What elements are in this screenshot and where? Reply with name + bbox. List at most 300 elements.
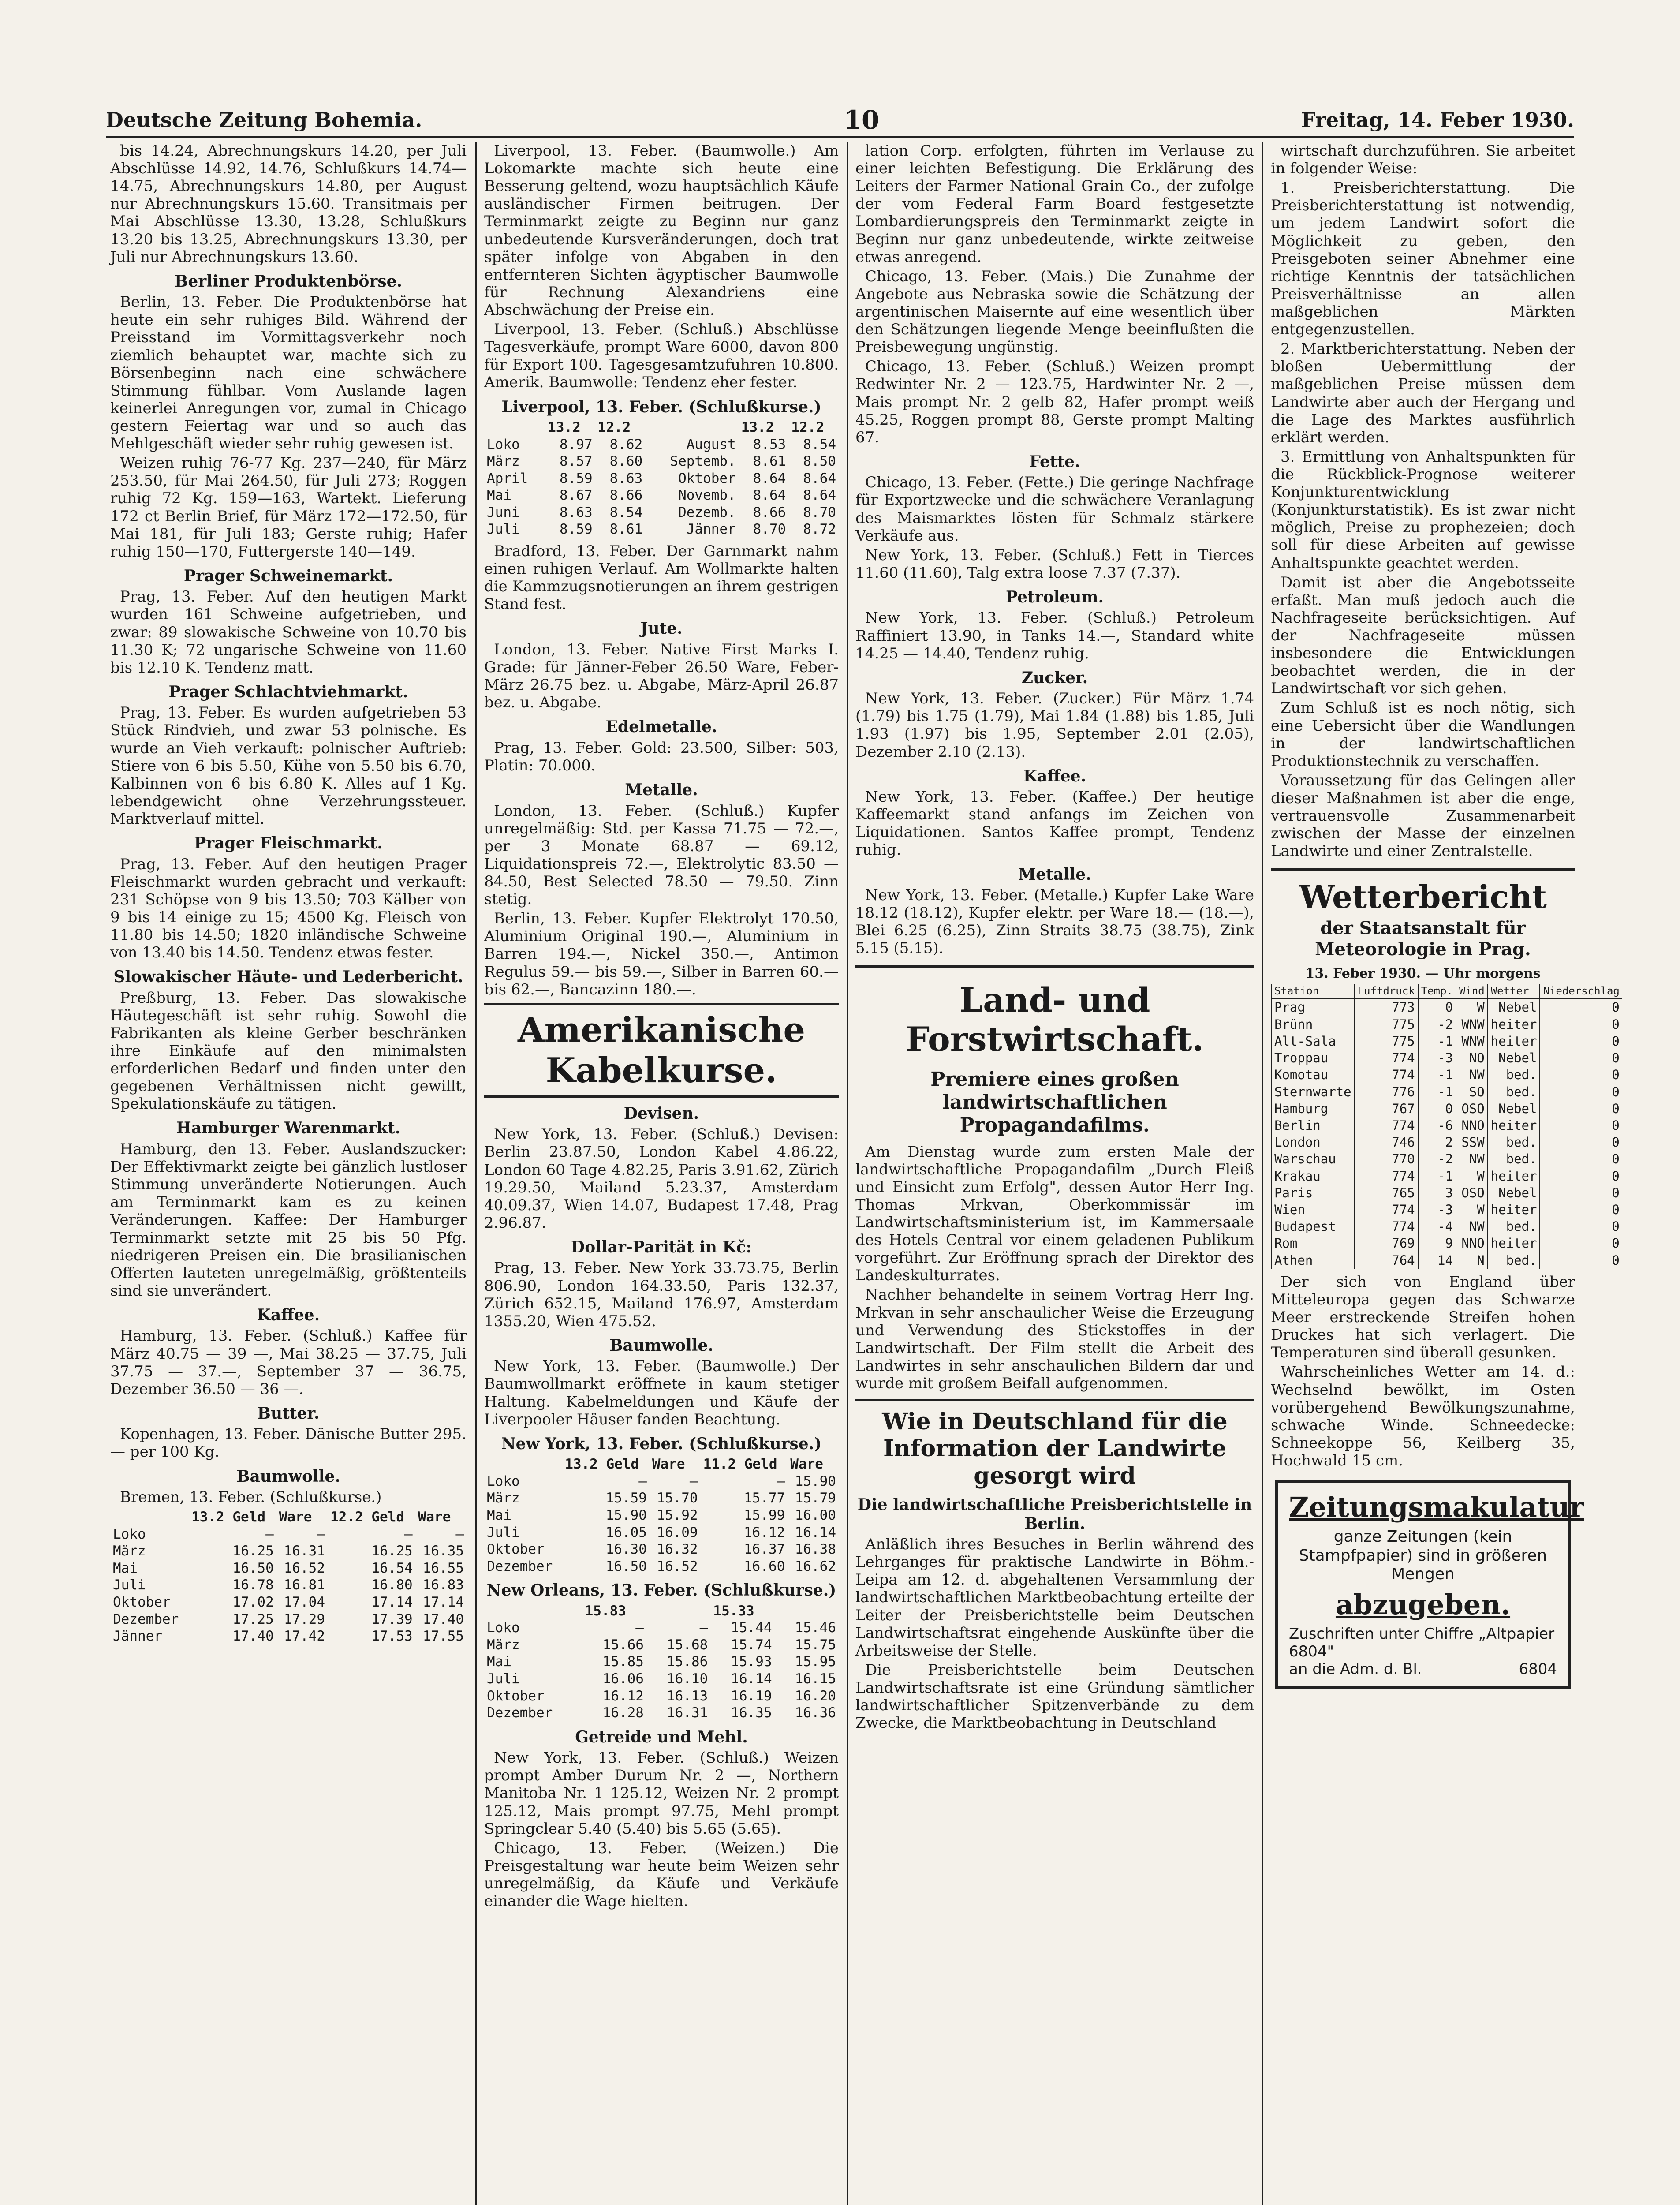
table-header-cell: Niederschlag [1540,984,1622,998]
table-cell: 16.80 [371,1577,413,1593]
table-cell: Loko [487,436,520,452]
section-heading: Getreide und Mehl. [575,1727,748,1746]
table-row [110,1577,467,1594]
table-cell: Wien [1271,1201,1355,1218]
table-cell: 16.35 [422,1543,464,1559]
agriculture-title: Land- und Forstwirtschaft. [906,980,1204,1059]
newyork-cotton-table [484,1456,839,1575]
table-row [1271,1168,1622,1185]
section-heading: Devisen. [623,1104,699,1123]
column-2 [484,142,839,2205]
table-row [484,1524,839,1541]
table-cell: — [699,1620,708,1636]
table-cell: 9 [1418,1235,1456,1252]
table-cell: London [1271,1134,1355,1151]
table-cell: Nebel [1488,1100,1540,1117]
article-text: Chicago, 13. Feber. (Schluß.) Weizen prompt Redwinter Nr. 2 — 123.75, Hardwinter Nr. 2 —, Mais prompt Nr. 2 gelb 82, Hafer prompt weiß 45.25, Roggen prompt 88, Gerste prompt Malting 67. [855,358,1254,446]
table-cell: 8.72 [803,521,836,538]
table-cell: 17.39 [371,1611,413,1627]
article-text: Damit ist aber die Angebotsseite erfaßt. Man muß jedoch auch die Nachfrageseite berücksichtigen. Auf der Nachfrageseite müssen insbesondere die Entwicklungen beobachtet werden, die in der Landwirtschaft vor sich gehen. [1271,573,1575,698]
table-header-row [484,1456,839,1473]
table-header-cell: Ware [652,1456,685,1472]
table-cell: 17.04 [284,1594,325,1610]
table-cell: -2 [1418,1151,1456,1167]
table-cell: 8.70 [803,504,836,520]
article-text: Weizen ruhig 76-77 Kg. 237—240, für März 253.50, für Mai 264.50, für Juli 273; Roggen ruhig 72 Kg. 159—163, Wartekt. Lieferung 172 ct Berlin Brief, für März 172—172.50, für Mai 181, für Juli 183; Gerste ruhig; Hafer ruhig 150—170, Futtergerste 140—149. [110,454,467,561]
article-text: 3. Ermittlung von Anhaltspunkten für die Rückblick-Prognose weiterer Konjunkturentwicklung (Konjunkturstatistik). Es ist zwar nicht möglich, Preise zu prophezeien; doch soll für diese Arbeiten auf gewisse Anhaltspunkte geachtet werden. [1271,448,1575,572]
section-heading: Dollar-Parität in Kč: [571,1237,752,1256]
table-cell: 0 [1540,998,1622,1016]
info-subtitle: Die landwirtschaftliche Preisberichtstelle in Berlin. [857,1495,1252,1533]
table-row [1271,1235,1622,1252]
table-row [110,1526,467,1543]
table-cell: 2 [1418,1134,1456,1151]
page-header [106,106,1574,134]
table-cell: 16.20 [795,1688,836,1704]
table-cell: — [689,1473,698,1489]
table-cell: 17.40 [232,1628,274,1644]
weather-subtitle: der Staatsanstalt für Meteorologie in Prag. [1315,918,1531,960]
table-cell: Berlin [1271,1117,1355,1134]
table-cell: 765 [1355,1185,1418,1201]
table-row [110,1560,467,1577]
section-heading: Edelmetalle. [605,718,717,736]
table-header-cell [645,419,738,436]
article-text: London, 13. Feber. Native First Marks I. Grade: für Jänner-Feber 26.50 Ware, Feber-März 26.75 bez. u. Abgabe, März-April 26.87 bez. u. Abgabe. [484,640,839,712]
table-row [484,1541,839,1558]
table-cell: 0 [1540,1151,1622,1167]
article-text: Wahrscheinliches Wetter am 14. d.: Wechselnd bewölkt, im Osten vorübergehend Bewölkungszunahme, schwache Winde. Schneedecke: Schneekoppe 56, Keilberg 35, Hochwald 15 cm. [1271,1363,1575,1469]
table-header-cell: Station [1271,984,1355,998]
table-header-cell [484,1603,582,1620]
ad-action: abzugeben. [1335,1588,1511,1621]
table-cell: Hamburg [1271,1100,1355,1117]
ad-contact: Zuschriften unter Chiffre „Altpapier 6804" [1289,1625,1555,1660]
table-row [1271,1185,1622,1201]
table-cell: Juli [487,521,520,538]
table-cell: 15.99 [743,1507,785,1523]
table-cell: -3 [1418,1201,1456,1218]
table-cell: März [487,453,520,470]
table-cell: 17.55 [422,1628,464,1644]
table-cell: 15.90 [795,1473,836,1489]
table-row [484,470,839,487]
table-cell: heiter [1488,1235,1540,1252]
article-text: New York, 13. Feber. (Zucker.) Für März 1.74 (1.79) bis 1.75 (1.79), Mai 1.84 (1.88) bis 1.85, Juli 1.93 (1.97) bis 1.95, September 2.01 (2.05), Dezember 2.10 (2.13). [855,690,1254,761]
article-text: wirtschaft durchzuführen. Sie arbeitet in folgender Weise: [1271,142,1575,178]
article-text: London, 13. Feber. (Schluß.) Kupfer unregelmäßig: Std. per Kassa 71.75 — 72.—, per 3 Monate 68.87 — 69.12, Liquidationspreis 72.—, Elektrolytic 83.50 — 84.50, Best Selected 78.50 — 79.50. Zinn stetig. [484,802,839,908]
table-cell: 17.53 [371,1628,413,1644]
table-cell: 16.78 [232,1577,274,1593]
table-cell: März [487,1637,520,1653]
table-cell: 16.52 [657,1558,698,1574]
table-header-cell: 12.2 Geld [330,1509,404,1525]
ad-footer [1289,1660,1557,1678]
article-text: Voraussetzung für das Gelingen aller dieser Maßnahmen ist aber die enge, vertrauensvolle Zusammenarbeit zwischen der Masse der einzelnen Landwirte und einer Zentralstelle. [1271,771,1575,860]
article-text: Liverpool, 13. Feber. (Baumwolle.) Am Lokomarkte machte sich heute eine Besserung geltend, wozu hauptsächlich Käufe ausländischer Firmen beitrugen. Der Terminmarkt zeigte zu Beginn nur ganz unbedeutende Kursveränderungen, doch trat später infolge von Abgaben in den entfernteren Sichten ägyptischer Baumwolle für Rechnung Alexandriens eine Abschwächung der Preise ein. [484,142,839,319]
table-row [1271,1016,1622,1033]
table-cell: 16.54 [371,1560,413,1576]
table-header-cell [484,1456,562,1473]
table-cell: 774 [1355,1117,1418,1134]
header-rule [106,136,1574,138]
table-header-cell: Temp. [1418,984,1456,998]
table-row [484,487,839,504]
table-cell: 15.68 [666,1637,708,1653]
table-cell: 15.79 [795,1490,836,1506]
weather-date: 13. Feber 1930. — Uhr morgens [1305,965,1541,981]
table-cell: bed. [1488,1252,1540,1269]
ad-text: ganze Zeitungen (kein Stampfpapier) sind in größeren Mengen [1299,1528,1547,1584]
table-row [1271,1033,1622,1050]
table-cell: 8.57 [560,453,593,470]
table-cell: 0 [1540,1084,1622,1100]
table-cell: 15.85 [602,1654,644,1670]
table-cell: 0 [1540,1235,1622,1252]
table-cell: 764 [1355,1252,1418,1269]
column-rule [475,142,477,2205]
article-text: Hamburg, den 13. Feber. Auslandszucker: Der Effektivmarkt zeigte bei gänzlich lustloser Stimmung unveränderte Notierungen. Auch am Terminmarkt kam es zu keinen Veränderungen. Kaffee: Der Hamburger Terminmarkt setzte mit 25 bis 50 Pfg. niedrigeren Preisen ein. Die brasilianischen Offerten lauteten unregelmäßig, größtenteils sind sie unverändert. [110,1140,467,1300]
table-cell: 8.63 [560,504,593,520]
table-title: New York, 13. Feber. (Schlußkurse.) [501,1434,822,1453]
table-cell: 8.70 [753,521,786,538]
table-cell: 16.55 [422,1560,464,1576]
table-cell: Komotau [1271,1066,1355,1083]
table-cell: 8.97 [560,436,593,452]
table-row [1271,1050,1622,1066]
table-cell: — [635,1620,644,1636]
ad-address: an die Adm. d. Bl. [1289,1660,1422,1678]
table-title: Liverpool, 13. Feber. (Schlußkurse.) [501,397,821,416]
table-cell: 16.60 [743,1558,785,1574]
section-heading: Metalle. [1018,865,1091,884]
table-cell: 0 [1540,1218,1622,1235]
section-heading: Baumwolle. [609,1336,713,1355]
table-cell: W [1456,1168,1488,1185]
table-cell: Septemb. [670,453,736,470]
table-cell: 3 [1418,1185,1456,1201]
article-text: Bradford, 13. Feber. Der Garnmarkt nahm einen ruhigen Verlauf. Am Wollmarkte halten die Kammzugsnotierungen an ihrem gestrigen Stand fest. [484,542,839,613]
table-cell: 8.50 [803,453,836,470]
table-row [1271,1134,1622,1151]
table-cell: NW [1456,1151,1488,1167]
american-cable-rates-title: Amerikanische Kabelkurse. [484,1003,839,1098]
table-cell: 0 [1540,1100,1622,1117]
issue-date: Freitag, 14. Feber 1930. [1301,108,1574,132]
table-title: New Orleans, 13. Feber. (Schlußkurse.) [486,1581,836,1600]
table-cell: 17.25 [232,1611,274,1627]
table-cell: 15.59 [605,1490,647,1506]
article-text: New York, 13. Feber. (Schluß.) Petroleum Raffiniert 13.90, in Tanks 14.—, Standard white 14.25 — 14.40, Tendenz ruhig. [855,609,1254,662]
table-cell: 16.15 [795,1671,836,1687]
table-header-cell: 13.2 [548,419,581,435]
table-row [484,1619,839,1637]
article-text: Am Dienstag wurde zum ersten Male der landwirtschaftliche Propagandafilm „Durch Fleiß und Einsicht zum Erfolg", dessen Autor Herr Ing. Thomas Mrkvan, Oberkommissär im Landwirtschaftsministerium ist, im Kammersaale des Hotels Central vor einem geladenen Publikum vorgeführt. Zur Eröffnung sprach der Direktor des Landeskulturrates. [855,1143,1254,1285]
table-cell: 8.60 [609,453,643,470]
section-heading: Berliner Produktenbörse. [174,272,403,291]
article-text: Preßburg, 13. Feber. Das slowakische Häutegeschäft ist sehr ruhig. Sowohl die Fabrikanten als kleine Gerber beschränken ihre Einkäufe auf den minimalsten erforderlichen Bedarf und finden unter den gegebenen Verhältnissen nicht gewillt, Spekulationskäufe zu tätigen. [110,989,467,1113]
table-cell: 774 [1355,1218,1418,1235]
table-cell: 16.50 [232,1560,274,1576]
table-row [484,453,839,470]
liverpool-table [484,419,839,538]
table-cell: 8.64 [803,487,836,504]
table-row [1271,1151,1622,1167]
table-cell: 16.09 [657,1524,698,1540]
article-text: Prag, 13. Feber. Auf den heutigen Markt wurden 161 Schweine aufgetrieben, und zwar: 89 slowakische Schweine von 10.70 bis 11.30 K; 72 ungarische Schweine von 11.60 bis 12.10 K. Tendenz matt. [110,588,467,676]
table-cell: 8.54 [609,504,643,520]
table-header-cell [775,1603,839,1620]
table-cell: Nebel [1488,1050,1540,1066]
table-cell: bed. [1488,1134,1540,1151]
neworleans-cotton-table [484,1603,839,1722]
table-cell: 8.61 [609,521,643,538]
table-cell: 16.10 [666,1671,708,1687]
table-cell: 16.25 [371,1543,413,1559]
table-cell: Warschau [1271,1151,1355,1167]
table-cell: heiter [1488,1033,1540,1050]
section-heading: Petroleum. [1006,587,1104,606]
table-row [484,1653,839,1671]
article-text: Nachher behandelte in seinem Vortrag Herr Ing. Mrkvan in sehr anschaulicher Weise die Erzeugung und Verwendung des Stickstoffes in der Landwirtschaft. Der Film stellt die Arbeit des Landwirtes in sehr anschaulichen Bildern dar und wurde mit großem Beifall aufgenommen. [855,1286,1254,1392]
section-heading: Prager Schlachtviehmarkt. [168,682,408,701]
table-cell: 774 [1355,1050,1418,1066]
table-row [484,1490,839,1507]
table-cell: 15.66 [602,1637,644,1653]
table-cell: — [777,1473,785,1489]
table-cell: 774 [1355,1066,1418,1083]
article-text: Prag, 13. Feber. Gold: 23.500, Silber: 503, Platin: 70.000. [484,739,839,774]
table-cell: 15.44 [731,1620,772,1636]
table-cell: 8.54 [803,436,836,452]
table-cell: 16.31 [666,1705,708,1721]
table-cell: Juli [113,1577,146,1593]
table-cell: 16.81 [284,1577,325,1593]
table-header-cell [484,419,545,436]
table-cell: 16.25 [232,1543,274,1559]
table-cell: 0 [1418,1100,1456,1117]
table-cell: NNO [1456,1235,1488,1252]
section-heading: Kaffee. [257,1305,320,1324]
table-cell: 15.90 [605,1507,647,1523]
table-cell: Dezember [113,1611,179,1627]
section-heading: Kaffee. [1023,766,1086,785]
table-cell: 775 [1355,1016,1418,1033]
table-cell: heiter [1488,1168,1540,1185]
table-cell: 776 [1355,1084,1418,1100]
table-cell: 8.64 [753,487,786,504]
section-rule [855,965,1254,968]
table-cell: WNW [1456,1033,1488,1050]
table-cell: Alt-Sala [1271,1033,1355,1050]
column-1 [110,142,467,2205]
article-text: Prag, 13. Feber. Auf den heutigen Prager Fleischmarkt wurden gebracht und verkauft: 231 Schöpse von 9 bis 13.50; 703 Kälber von 9 bis 14 einige zu 15; 4500 Kg. Fleisch von 11.80 bis 14.50; 1820 inländische Schweine von 13.40 bis 14.50. Tendenz etwas fester. [110,855,467,962]
table-header-cell: 13.2 [741,419,774,435]
table-cell: bed. [1488,1084,1540,1100]
article-text: Chicago, 13. Feber. (Fette.) Die geringe Nachfrage für Exportzwecke und die schwächere Veranlagung des Maismarktes lösten für Schmalz stärkere Verkäufe aus. [855,474,1254,545]
table-cell: 16.13 [666,1688,708,1704]
table-cell: -1 [1418,1168,1456,1185]
table-row [110,1543,467,1560]
article-text: bis 14.24, Abrechnungskurs 14.20, per Juli Abschlüsse 14.92, 14.76, Schlußkurs 14.74—14.75, Abrechnungskurs 14.80, per August nur Abrechnungskurs 15.60. Transitmais per Mai Abschlüsse 13.30, 13.28, Schlußkurs 13.20 bis 13.25, Abrechnungskurs 13.30, per Juli nur Abrechnungskurs 13.60. [110,142,467,266]
table-cell: -2 [1418,1016,1456,1033]
section-heading: Fette. [1029,452,1080,471]
table-header-cell: 15.33 [713,1603,754,1619]
table-cell: 0 [1540,1168,1622,1185]
table-cell: Sternwarte [1271,1084,1355,1100]
article-text: Chicago, 13. Feber. (Weizen.) Die Preisgestaltung war heute beim Weizen sehr unregelmäßig, da Käufe und Verkäufe einander die Wage hielten. [484,1839,839,1910]
table-cell: 8.63 [609,470,643,486]
table-cell: 0 [1540,1033,1622,1050]
table-cell: heiter [1488,1201,1540,1218]
table-cell: 8.64 [753,470,786,486]
table-header-cell: 13.2 Geld [191,1509,266,1525]
table-cell: 15.95 [795,1654,836,1670]
table-cell: Oktober [678,470,736,486]
section-heading: Baumwolle. [236,1467,340,1486]
column-3 [855,142,1254,2205]
article-text: Berlin, 13. Feber. Die Produktenbörse hat heute ein sehr ruhiges Bild. Während der Preisstand im Vormittagsverkehr noch ziemlich behauptet war, machte sich zu Börsenbeginn nach eine schwächere Stimmung fühlbar. Vom Auslande lagen keinerlei Anregungen vor, zumal in Chicago gestern Feiertag war und so auch das Mehlgeschäft wieder sehr ruhig gewesen ist. [110,293,467,453]
article-text: Der sich von England über Mitteleuropa gegen das Schwarze Meer erstreckende Streifen hohen Druckes hat sich verlagert. Die Temperaturen sind überall gesunken. [1271,1273,1575,1362]
section-heading: Hamburger Warenmarkt. [176,1119,401,1138]
table-header-cell: Ware [418,1509,451,1525]
article-text: Die Preisberichtstelle beim Deutschen Landwirtschaftsrate ist eine Gründung sämtlicher landwirtschaftlicher Spitzenverbände zu dem Zwecke, die Marktbeobachtung in Deutschland [855,1661,1254,1732]
table-row [1271,1084,1622,1100]
table-cell: Nebel [1488,1185,1540,1201]
table-cell: August [686,436,736,452]
article-text: 1. Preisberichterstattung. Die Preisberichterstattung ist notwendig, um jedem Landwirt sofort die Möglichkeit zu geben, den Preisgeboten seiner Abnehmer eine richtige Kenntnis der tatsächlichen Preisverhältnisse an allen maßgeblichen Märkten entgegenzustellen. [1271,179,1575,339]
article-text: Chicago, 13. Feber. (Mais.) Die Zunahme der Angebote aus Nebraska sowie die Schätzung der argentinischen Maisernte auf eine wesentlich über den Schätzungen liegende Menge beeinflußten die Preisbewegung ungünstig. [855,267,1254,356]
table-cell: 16.05 [605,1524,647,1540]
section-heading: Slowakischer Häute- und Lederbericht. [113,968,463,987]
table-cell: 0 [1540,1066,1622,1083]
table-row [484,1671,839,1688]
table-row [1271,1201,1622,1218]
table-cell: 8.62 [609,436,643,452]
table-cell: 0 [1540,1185,1622,1201]
table-cell: Loko [487,1473,520,1489]
table-cell: 16.37 [743,1541,785,1558]
table-cell: Dezember [487,1705,553,1721]
table-cell: W [1456,998,1488,1016]
table-row [110,1628,467,1645]
table-cell: 16.35 [731,1705,772,1721]
table-row [484,1558,839,1575]
table-cell: 8.64 [803,470,836,486]
table-cell: März [113,1543,146,1559]
table-cell: 17.40 [422,1611,464,1627]
table-cell: 16.06 [602,1671,644,1687]
column-rule [847,142,848,2205]
table-row [1271,1100,1622,1117]
table-row [484,504,839,521]
article-text: New York, 13. Feber. (Schluß.) Fett in Tierces 11.60 (11.60), Talg extra loose 7.37 (7.37). [855,546,1254,582]
table-cell: 15.74 [731,1637,772,1653]
table-header-cell: Ware [790,1456,823,1472]
table-cell: Krakau [1271,1168,1355,1185]
table-cell: 8.66 [753,504,786,520]
section-heading: Zucker. [1021,668,1088,687]
table-cell: 774 [1355,1168,1418,1185]
article-text: Zum Schluß ist es noch nötig, sich eine Uebersicht über die Wandlungen in der landwirtschaftlichen Produktionstechnik zu verschaffen. [1271,699,1575,770]
table-cell: NO [1456,1050,1488,1066]
table-cell: Oktober [113,1594,171,1610]
table-row [110,1611,467,1628]
table-cell: Jänner [686,521,736,538]
table-cell: Budapest [1271,1218,1355,1235]
table-header-cell [110,1509,189,1526]
table-cell: W [1456,1201,1488,1218]
table-cell: 8.67 [560,487,593,504]
ad-title: Zeitungsmakulatur [1289,1491,1584,1524]
article-text: New York, 13. Feber. (Baumwolle.) Der Baumwollmarkt eröffnete in kaum stetiger Haltung. Kabelmeldungen und Käufe der Liverpooler Häuser fanden Beachtung. [484,1357,839,1428]
info-title: Wie in Deutschland für die Information der Landwirte gesorgt wird [882,1408,1228,1489]
table-row [484,1688,839,1705]
table-cell: 16.36 [795,1705,836,1721]
table-cell: 17.42 [284,1628,325,1644]
table-cell: 17.02 [232,1594,274,1610]
table-cell: 16.32 [657,1541,698,1558]
table-cell: bed. [1488,1066,1540,1083]
table-cell: Athen [1271,1252,1355,1269]
article-text: Prag, 13. Feber. Es wurden aufgetrieben 53 Stück Rindvieh, und zwar 53 polnische. Es wurde an Vieh verkauft: polnischer Auftrieb: Stiere von 6 bis 5.50, Kühe von 5.50 bis 6.70, Kalbinnen von 6 bis 6.80 K. Alles auf 1 Kg. lebendgewicht ohne Verzehrungssteuer. Marktverlauf mittel. [110,704,467,828]
section-heading: Metalle. [625,781,698,800]
table-cell: Oktober [487,1688,545,1704]
table-cell: WNW [1456,1016,1488,1033]
agriculture-subtitle: Premiere eines großen landwirtschaftlichen Propagandafilms. [930,1068,1179,1136]
classified-ad [1275,1480,1584,1689]
table-row [1271,1218,1622,1235]
section-heading: Butter. [257,1404,320,1423]
table-cell: 16.83 [422,1577,464,1593]
table-cell: Juni [487,504,520,520]
table-row [1271,1117,1622,1134]
table-cell: Mai [487,487,511,504]
table-row [484,1507,839,1524]
table-cell: 16.00 [795,1507,836,1523]
table-row [110,1594,467,1611]
table-cell: Loko [487,1620,520,1636]
table-header-cell: Luftdruck [1355,984,1418,998]
table-cell: N [1456,1252,1488,1269]
page-number: 10 [844,105,880,135]
section-heading: Jute. [640,619,683,638]
table-header-cell: 11.2 Geld [703,1456,777,1472]
table-header-cell: Wetter [1488,984,1540,998]
table-cell: Paris [1271,1185,1355,1201]
table-cell: 16.12 [743,1524,785,1540]
table-cell: 0 [1540,1117,1622,1134]
table-cell: 16.38 [795,1541,836,1558]
table-cell: 15.75 [795,1637,836,1653]
table-cell: 16.28 [602,1705,644,1721]
table-header-cell: Ware [279,1509,312,1525]
table-header-row [110,1509,467,1526]
article-text: New York, 13. Feber. (Kaffee.) Der heutige Kaffeemarkt stand anfangs im Zeichen von Liquidationen. Santos Kaffee prompt, Tendenz ruhig. [855,788,1254,859]
table-cell: Juli [487,1524,520,1540]
table-cell: 17.14 [422,1594,464,1610]
table-cell: 0 [1540,1134,1622,1151]
table-cell: 746 [1355,1134,1418,1151]
table-cell: — [455,1526,464,1542]
table-cell: NW [1456,1066,1488,1083]
column-4 [1271,142,1620,2205]
section-heading: Prager Fleischmarkt. [194,834,383,853]
bremen-cotton-table [110,1509,467,1645]
table-cell: — [638,1473,647,1489]
article-text: Anläßlich ihres Besuches in Berlin während des Lehrganges für praktische Landwirte in Böhm.-Leipa am 12. d. abgehaltenen Versammlung der landwirtschaftlichen Marktbeobachtung erteilte der Leiter der Preisberichtstelle beim Deutschen Landwirtschaftsrat eingehende Auskünfte über die Arbeitsweise der Stelle. [855,1536,1254,1659]
article-text: Bremen, 13. Feber. (Schlußkurse.) [120,1488,382,1506]
